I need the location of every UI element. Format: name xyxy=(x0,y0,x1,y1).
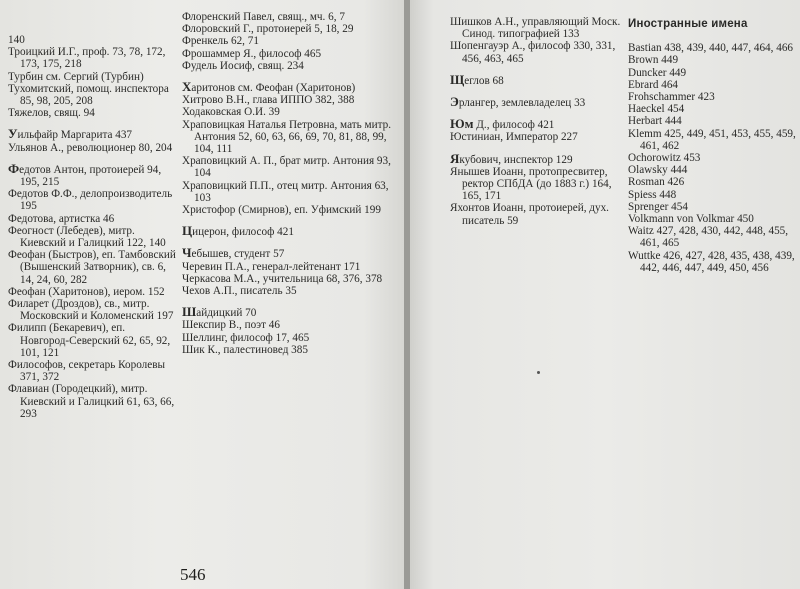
index-entry xyxy=(450,150,622,166)
entry-text: еглов 68 xyxy=(464,74,504,87)
entry-text: Федотова, артистка 46 xyxy=(8,212,115,225)
entry-text: Феофан (Харитонов), иером. 152 xyxy=(8,285,165,298)
index-entry xyxy=(182,155,400,179)
foreign-entry: Rosman 426 xyxy=(628,176,685,189)
entry-text: Юстиниан, Император 227 xyxy=(450,131,578,144)
index-entry xyxy=(8,142,176,154)
entry-text: кубович, инспектор 129 xyxy=(459,153,573,166)
foreign-entry: Wuttke 426, 427, 428, 435, 438, 439, 442, 446, 447, 449, 450, 456 xyxy=(628,249,795,274)
index-column-3 xyxy=(450,16,622,227)
entry-text: аритонов см. Феофан (Харитонов) xyxy=(191,82,356,95)
entry-text: Черевин П.А., генерал-лейтенант 171 xyxy=(182,260,361,273)
entry-text: рлангер, землевладелец 33 xyxy=(458,97,586,110)
entry-text: Федотов Ф.Ф., делопроизводитель 195 xyxy=(8,188,173,213)
index-entry xyxy=(8,71,176,83)
entry-text: Феофан (Быстров), еп. Тамбовский (Вышенский Затворник), св. 6, 14, 24, 60, 282 xyxy=(8,249,176,286)
index-entry xyxy=(182,319,400,331)
entry-text: ебышев, студент 57 xyxy=(191,248,285,261)
entry-initial: Э xyxy=(450,94,459,110)
entry-text: Шишков А.Н., управляющий Моск. Синод. типографией 133 xyxy=(450,16,621,41)
foreign-entry: Duncker 449 xyxy=(628,66,687,79)
index-entry xyxy=(182,35,400,47)
entry-text: Флоренский Павел, свящ., мч. 6, 7 xyxy=(182,11,345,23)
index-entry xyxy=(450,202,622,226)
index-entry xyxy=(182,23,400,35)
index-entry xyxy=(8,298,176,322)
foreign-entry: Waitz 427, 428, 430, 442, 448, 455, 461, 465 xyxy=(628,225,789,250)
entry-initial: Х xyxy=(182,79,192,95)
entry-text: Христофор (Смирнов), еп. Уфимский 199 xyxy=(182,204,381,217)
entry-text: Френкель 62, 71 xyxy=(182,35,259,48)
index-entry xyxy=(182,247,400,260)
foreign-entry: Brown 449 xyxy=(628,54,679,67)
entry-text: Храповицкая Наталья Петровна, мать митр. Антония 52, 60, 63, 66, 69, 70, 81, 88, 99, 104, 111 xyxy=(182,118,392,156)
index-entry xyxy=(182,60,400,72)
entry-text: 140 xyxy=(8,34,25,46)
index-entry xyxy=(182,344,400,356)
index-entry xyxy=(182,285,400,297)
foreign-names-list xyxy=(628,42,798,274)
entry-text: Филипп (Бекаревич), еп. Новгород-Северский 62, 65, 92, 101, 121 xyxy=(8,322,171,359)
entry-initial: Я xyxy=(450,150,460,166)
entry-text: Хитрово В.Н., глава ИППО 382, 388 xyxy=(182,94,355,107)
entry-text: Философов, секретарь Королевы 371, 372 xyxy=(8,359,165,384)
index-entry xyxy=(182,94,400,106)
page-number: 546 xyxy=(180,565,206,584)
entry-text: Янышев Иоанн, протопресвитер, ректор СПбДА (до 1883 г.) 164, 165, 171 xyxy=(450,165,612,203)
foreign-entry: Ochorowitz 453 xyxy=(628,152,701,165)
entry-initial: Щ xyxy=(450,71,465,87)
entry-text: Храповицкий А. П., брат митр. Антония 93, 104 xyxy=(182,155,391,180)
index-entry xyxy=(450,131,622,143)
entry-text: Шекспир В., поэт 46 xyxy=(182,319,280,332)
entry-text: Храповицкий П.П., отец митр. Антония 63, 103 xyxy=(182,179,389,204)
entry-text: Флавиан (Городецкий), митр. Киевский и Галицкий 61, 63, 66, 293 xyxy=(8,383,175,420)
entry-text: ицерон, философ 421 xyxy=(192,226,294,239)
index-entry xyxy=(182,11,400,23)
index-entry xyxy=(182,119,400,156)
print-speck xyxy=(537,371,540,374)
index-entry xyxy=(8,249,176,286)
entry-text: Ульянов А., революционер 80, 204 xyxy=(8,141,173,154)
index-entry xyxy=(182,225,400,238)
index-entry xyxy=(182,332,400,344)
index-entry xyxy=(450,71,622,87)
index-entry xyxy=(8,83,176,107)
entry-initial: Ч xyxy=(182,245,192,261)
entry-text: Флоровский Г., протоиерей 5, 18, 29 xyxy=(182,23,354,36)
entry-text: Фудель Иосиф, свящ. 234 xyxy=(182,59,304,72)
entry-initial: Ф xyxy=(8,160,20,176)
foreign-entry: Volkmann von Volkmar 450 xyxy=(628,213,754,226)
entry-text: Шеллинг, философ 17, 465 xyxy=(182,331,310,344)
entry-text: Ходаковская О.И. 39 xyxy=(182,106,280,119)
index-entry xyxy=(8,188,176,212)
index-entry xyxy=(182,273,400,285)
index-entry xyxy=(182,180,400,204)
index-entry xyxy=(8,322,176,359)
entry-text: едотов Антон, протоиерей 94, 195, 215 xyxy=(19,163,162,189)
foreign-entry: Sprenger 454 xyxy=(628,200,688,213)
index-entry xyxy=(8,383,176,420)
entry-text: Феогност (Лебедев), митр. Киевский и Галицкий 122, 140 xyxy=(8,224,166,250)
entry-text: айдицкий 70 xyxy=(196,307,257,320)
index-entry xyxy=(8,225,176,249)
index-entry xyxy=(8,213,176,225)
index-entry xyxy=(8,46,176,70)
foreign-entry: Ebrard 464 xyxy=(628,78,679,91)
index-entry xyxy=(8,286,176,298)
index-entry xyxy=(182,261,400,273)
entry-text: Чехов А.П., писатель 35 xyxy=(182,285,297,298)
index-entry xyxy=(450,40,622,64)
index-entry xyxy=(8,128,176,141)
entry-text: Черкасова М.А., учительница 68, 376, 378 xyxy=(182,272,383,285)
index-entry xyxy=(8,359,176,383)
foreign-entry: Spiess 448 xyxy=(628,188,677,201)
foreign-names-heading: Иностранные имена xyxy=(628,18,748,30)
index-entry xyxy=(182,48,400,60)
index-entry xyxy=(182,204,400,216)
index-entry xyxy=(450,16,622,40)
entry-initial: Ц xyxy=(182,223,193,239)
entry-text: Тухомитский, помощ. инспектора 85, 98, 205, 208 xyxy=(8,82,169,108)
index-entry xyxy=(450,96,622,109)
entry-initial: Ш xyxy=(182,304,197,320)
foreign-entry: Bastian 438, 439, 440, 447, 464, 466 xyxy=(628,42,794,55)
foreign-entry: Olawsky 444 xyxy=(628,164,688,177)
index-entry xyxy=(8,34,176,46)
entry-initial: У xyxy=(8,126,18,142)
foreign-names-column xyxy=(628,18,798,274)
index-entry xyxy=(8,160,176,189)
entry-text: ильфайр Маргарита 437 xyxy=(17,129,133,142)
entry-text: Фрошаммер Я., философ 465 xyxy=(182,47,322,60)
entry-text: Турбин см. Сергий (Турбин) xyxy=(8,70,144,83)
entry-text: Шопенгауэр А., философ 330, 331, 456, 463, 465 xyxy=(450,40,616,65)
entry-text: Д., философ 421 xyxy=(473,119,555,132)
index-entry xyxy=(182,306,400,319)
entry-text: Тяжелов, свящ. 94 xyxy=(8,107,95,120)
index-column-1 xyxy=(8,34,176,420)
entry-text: Яхонтов Иоанн, протоиерей, дух. писатель 59 xyxy=(450,202,609,227)
foreign-entry: Klemm 425, 449, 451, 453, 455, 459, 461, 462 xyxy=(628,127,796,152)
index-entry xyxy=(182,81,400,94)
index-entry xyxy=(450,118,622,131)
foreign-entry: Frohschammer 423 xyxy=(628,91,715,104)
entry-text: Филарет (Дроздов), св., митр. Московский и Коломенский 197 xyxy=(8,298,174,323)
entry-text: Троицкий И.Г., проф. 73, 78, 172, 173, 175, 218 xyxy=(8,46,166,71)
foreign-entry: Haeckel 454 xyxy=(628,103,685,116)
index-entry xyxy=(8,107,176,119)
entry-initial: Юм xyxy=(450,116,474,132)
index-entry xyxy=(450,166,622,203)
index-column-2 xyxy=(182,11,400,356)
index-entry xyxy=(182,106,400,118)
foreign-entry: Herbart 444 xyxy=(628,115,682,128)
entry-text: Шик К., палестиновед 385 xyxy=(182,343,308,356)
